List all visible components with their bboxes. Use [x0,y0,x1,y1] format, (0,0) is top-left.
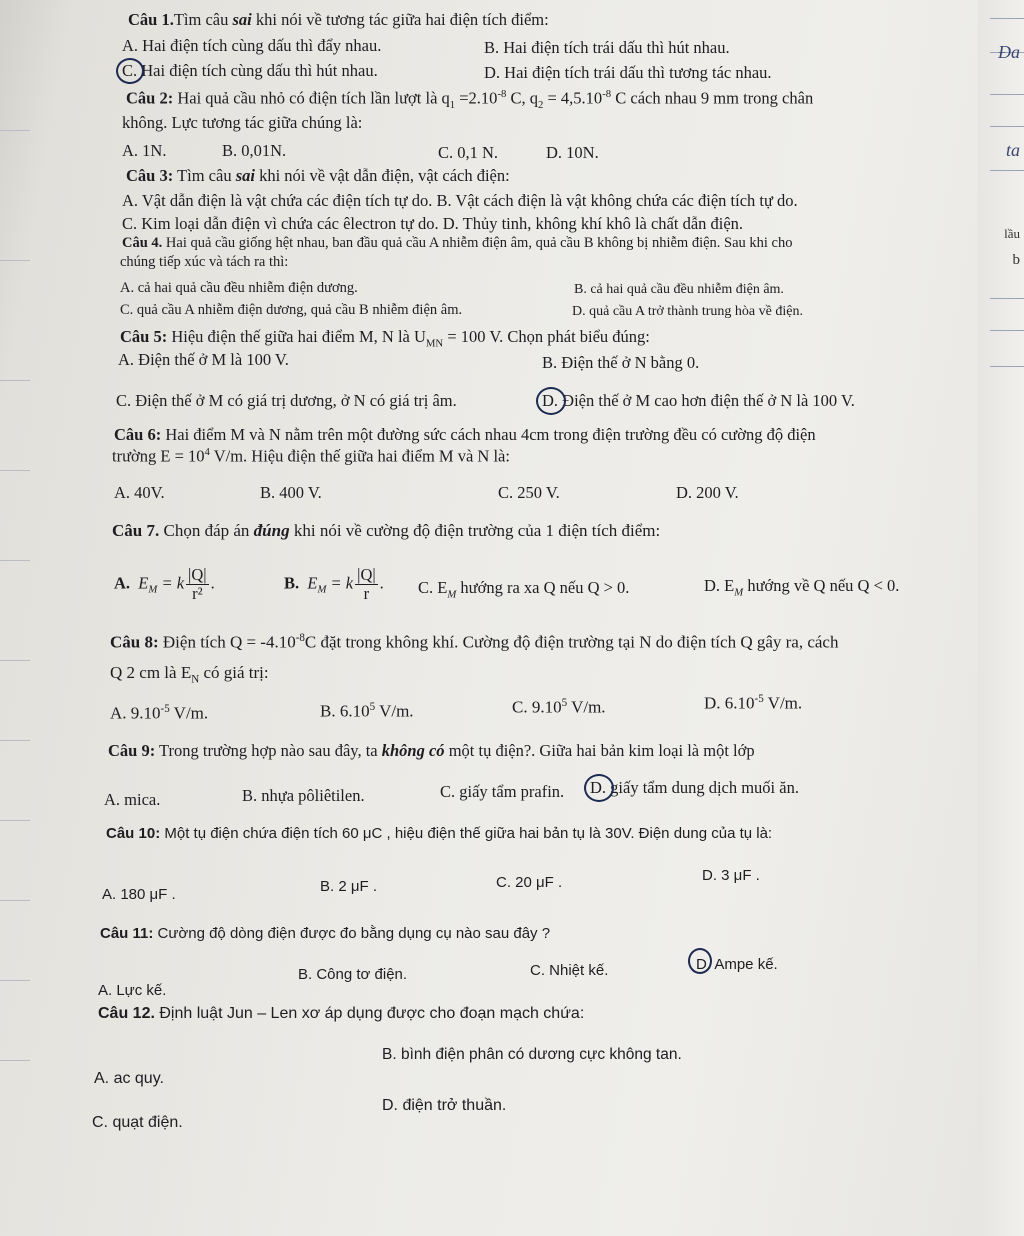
option-d: D. Hai điện tích trái dấu thì tương tác nhau. [484,63,772,82]
option-c: C. 9.10$^5$ V/m. [512,697,606,717]
question-stem: Câu 11: Cường độ dòng điện được đo bằng dụng cụ nào sau đây ? [100,925,551,942]
question-stem: Câu 8: Điện tích $Q = -4.10^{-8}C$ đặt trong không khí. Cường độ điện trường tại N do điện tích Q gây ra, cách [110,632,839,652]
option-b: B. 2 μF . [320,878,377,895]
option-a: A. 40V. [114,483,165,502]
underlying-page [978,0,1024,1236]
question-stem: Câu 4. Hai quả cầu giống hệt nhau, ban đầu quả cầu A nhiễm điện âm, quả cầu B không bị nhiễm điện. Sau khi cho [122,235,793,251]
option-c: C. $E_M$ hướng ra xa Q nếu Q > 0. [418,578,630,601]
option-d: D. Điện thế ở M cao hơn điện thế ở N là 100 V. [542,391,855,410]
question-stem: Câu 5: Hiệu điện thế giữa hai điểm M, N là $U_{MN} = 100$ V. Chọn phát biểu đúng: [120,327,650,350]
option-b: B. $E_M = k$ $\frac{|Q|}{r}$ . [284,565,384,604]
answer-circle [116,58,144,84]
option-d: D. điện trở thuần. [382,1097,507,1114]
answer-circle [536,387,566,415]
question-stem-line2: chúng tiếp xúc và tách ra thì: [120,254,289,270]
option-a: A. Điện thế ở M là 100 V. [118,350,289,369]
handwriting: ta [1005,140,1020,160]
option-a: A. ac quy. [94,1070,164,1087]
handwriting: lầu [1004,226,1020,241]
option-a: A. $9.10^{-5}$ V/m. [110,703,209,723]
option-c: C. 0,1 N. [438,143,499,162]
option-c: C. giấy tẩm prafin. [440,782,565,801]
question-stem: Câu 12. Định luật Jun – Len xơ áp dụng được cho đoạn mạch chứa: [98,1005,585,1022]
option-a: A. mica. [104,790,161,809]
option-c: C. 20 μF . [496,874,563,891]
option-c: C. quạt điện. [92,1114,183,1131]
option-b: B. Công tơ điện. [298,966,408,983]
handwriting: b [1012,252,1020,268]
option-a: A. Hai điện tích cùng dấu thì đẩy nhau. [122,36,382,55]
option-b: B. Hai điện tích trái dấu thì hút nhau. [484,38,730,57]
question-stem: Câu 3: Tìm câu sai khi nói về vật dẫn điện, vật cách điện: [126,166,510,185]
question-stem: Câu 2: Hai quả cầu nhỏ có điện tích lần lượt là $q_1 =2.10^{-8}$ C, $q_2 = 4,5.10^{-8}$ C cách nhau 9 mm trong chân [126,88,814,111]
option-d: D. $6.10^{-5}$ V/m. [704,693,803,713]
option-b: B. cả hai quả cầu đều nhiễm điện âm. [574,282,784,297]
option-d: D. giấy tẩm dung dịch muối ăn. [590,778,799,797]
question-stem-line2: Q 2 cm là $E_N$ có giá trị: [110,663,269,686]
answer-circle [584,774,614,802]
option-d: D. quả cầu A trở thành trung hòa về điện. [572,304,803,319]
answer-circle [688,948,712,974]
option-b: B. nhựa pôliêtilen. [242,786,365,805]
option-a: A. Lực kế. [98,982,167,999]
option-b: B. 400 V. [260,483,322,502]
option-c: C. Điện thế ở M có giá trị dương, ở N có giá trị âm. [116,391,457,410]
option-a: A. 180 μF . [102,886,176,903]
question-stem: Câu 6: Hai điểm M và N nằm trên một đường sức cách nhau 4cm trong điện trường đều có cường độ điện [114,425,816,444]
option-d: D. 3 μF . [702,867,760,884]
option-c: C. Nhiệt kế. [530,962,609,979]
option-c: C. Hai điện tích cùng dấu thì hút nhau. [122,61,378,80]
options-ab: A. Vật dẫn điện là vật chứa các điện tích tự do. B. Vật cách điện là vật không chứa các điện tích tự do. [122,191,798,210]
option-b: B. 0,01N. [222,141,287,160]
option-c: C. 250 V. [498,483,560,502]
question-stem-line2: không. Lực tương tác giữa chúng là: [122,113,363,132]
option-d: D. Ampe kế. [696,956,778,973]
option-a: A. cả hai quả cầu đều nhiễm điện dương. [120,280,358,296]
option-d: D. 200 V. [676,483,739,502]
options-cd: C. Kim loại dẫn điện vì chứa các êlectron tự do. D. Thủy tinh, không khí khô là chất dẫn điện. [122,214,744,233]
question-stem: Câu 1.Tìm câu sai khi nói về tương tác giữa hai điện tích điểm: [128,10,549,29]
option-b: B. 6.10$^5$ V/m. [320,701,414,721]
option-d: D. 10N. [546,143,599,162]
option-b: B. Điện thế ở N bằng 0. [542,353,700,372]
question-stem-line2: trường $E = 10^4$ V/m. Hiệu điện thế giữa hai điểm M và N là: [112,446,510,466]
question-stem: Câu 9: Trong trường hợp nào sau đây, ta không có một tụ điện?. Giữa hai bản kim loại là một lớp [108,741,755,760]
option-c: C. quả cầu A nhiễm điện dương, quả cầu B nhiễm điện âm. [120,302,463,318]
option-a: A. $E_M = k$ $\frac{|Q|}{\text{r²}}$ . [114,565,215,604]
option-a: A. 1N. [122,141,167,160]
question-stem: Câu 7. Chọn đáp án đúng khi nói về cường độ điện trường của 1 điện tích điểm: [112,521,661,540]
option-b: B. bình điện phân có dương cực không tan. [382,1046,682,1063]
option-d: D. $E_M$ hướng về Q nếu Q < 0. [704,576,900,599]
handwriting: Đa [998,42,1020,62]
question-stem: Câu 10: Một tụ điện chứa điện tích 60 μC , hiệu điện thế giữa hai bản tụ là 30V. Điện dung của tụ là: [106,825,773,842]
